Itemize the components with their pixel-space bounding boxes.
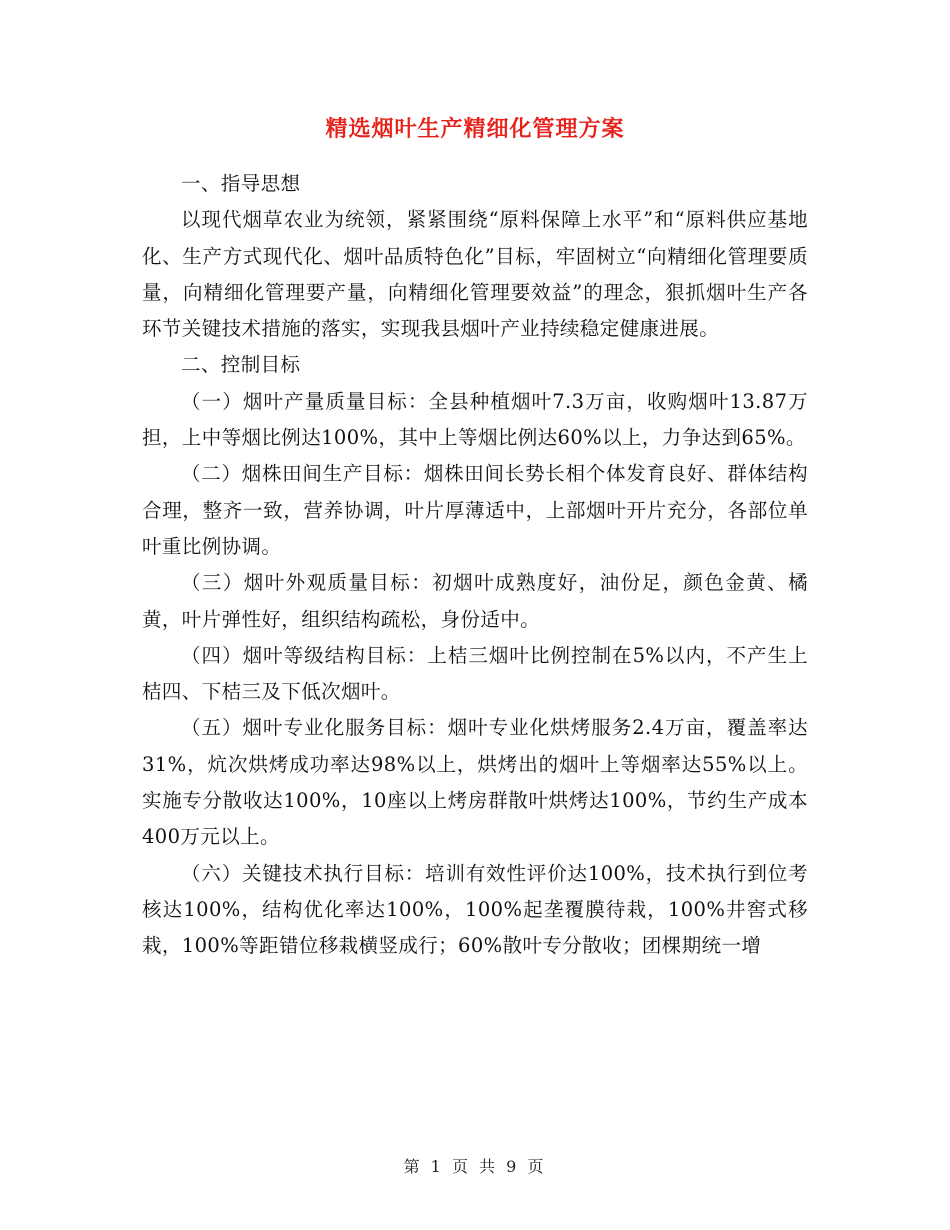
paragraph-target-4: （四）烟叶等级结构目标：上桔三烟叶比例控制在5%以内，不产生上桔四、下桔三及下低次烟叶。 bbox=[142, 643, 808, 704]
paragraph-target-6: （六）关键技术执行目标：培训有效性评价达100%，技术执行到位考核达100%，结构优化率达100%，100%起垄覆膜待栽，100%井窖式移栽，100%等距错位移栽横竖成行；60%散叶专分散收；团棵期统一增 bbox=[142, 861, 808, 958]
paragraph-target-5: （五）烟叶专业化服务目标：烟叶专业化烘烤服务2.4万亩，覆盖率达31%，炕次烘烤成功率达98%以上，烘烤出的烟叶上等烟率达55%以上。实施专分散收达100%，10座以上烤房群散叶烘烤达100%，节约生产成本400万元以上。 bbox=[142, 716, 808, 849]
document-body bbox=[142, 166, 808, 965]
paragraph-target-2: （二）烟株田间生产目标：烟株田间长势长相个体发育良好、群体结构合理，整齐一致，营养协调，叶片厚薄适中，上部烟叶开片充分，各部位单叶重比例协调。 bbox=[142, 462, 808, 558]
page-number-footer: 第 1 页 共 9 页 bbox=[403, 1157, 547, 1176]
section-heading-guiding-ideology: 一、指导思想 bbox=[181, 172, 301, 195]
paragraph-target-1: （一）烟叶产量质量目标：全县种植烟叶7.3万亩，收购烟叶13.87万担，上中等烟比例达100%，其中上等烟比例达60%以上，力争达到65%。 bbox=[142, 389, 808, 450]
document-title: 精选烟叶生产精细化管理方案 bbox=[325, 116, 625, 142]
paragraph-guiding-ideology: 以现代烟草农业为统领，紧紧围绕“原料保障上水平”和“原料供应基地化、生产方式现代化、烟叶品质特色化”目标，牢固树立“向精细化管理要质量，向精细化管理要产量，向精细化管理要效益”的理念，狠抓烟叶生产各环节关键技术措施的落实，实现我县烟叶产业持续稳定健康进展。 bbox=[142, 208, 808, 341]
paragraph-target-3: （三）烟叶外观质量目标：初烟叶成熟度好，油份足，颜色金黄、橘黄，叶片弹性好，组织结构疏松，身份适中。 bbox=[142, 571, 808, 631]
section-heading-control-targets: 二、控制目标 bbox=[181, 353, 301, 377]
